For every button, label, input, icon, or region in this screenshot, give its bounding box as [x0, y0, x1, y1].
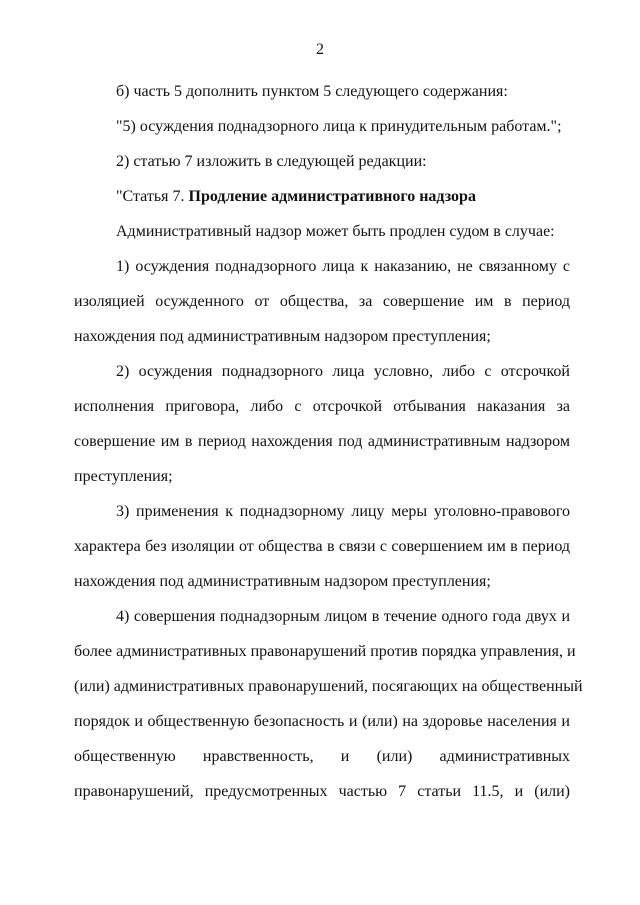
list-item-2 [74, 354, 570, 494]
list-item-4 [74, 599, 583, 809]
list-item-4-line: 4) совершения поднадзорным лицом в течение одного года двух и [116, 608, 570, 625]
list-item-1-line: 1) осуждения поднадзорного лица к наказанию, не связанному с [116, 258, 570, 275]
list-item-2-line: преступления; [74, 468, 173, 485]
article-7-heading [74, 179, 570, 214]
paragraph-new-point5: "5) осуждения поднадзорного лица к принудительным работам."; [116, 118, 562, 135]
list-item-4-line: (или) административных правонарушений, посягающих на общественный [74, 678, 583, 695]
list-item-2-line: исполнения приговора, либо с отсрочкой отбывания наказания за [74, 398, 570, 415]
article-7-title: Продление административного надзора [188, 188, 476, 205]
paragraph-extension-intro: Административный надзор может быть продлен судом в случае: [116, 223, 555, 240]
list-item-4-line: более административных правонарушений против порядка управления, и [74, 643, 576, 660]
list-item-3 [74, 494, 570, 599]
paragraph-article7-instruction: 2) статью 7 изложить в следующей редакции: [116, 153, 427, 170]
paragraph-part5-amendment: б) часть 5 дополнить пунктом 5 следующего содержания: [116, 83, 508, 100]
article-7-prefix: "Статья 7. [116, 188, 189, 205]
list-item-2-line: совершение им в период нахождения под административным надзором [74, 433, 570, 450]
list-item-4-line: порядок и общественную безопасность и (или) на здоровье населения и [74, 713, 570, 730]
list-item-1 [74, 249, 570, 354]
list-item-2-line: 2) осуждения поднадзорного лица условно, либо с отсрочкой [116, 363, 570, 380]
list-item-3-line: характера без изоляции от общества в связи с совершением им в период [74, 538, 570, 555]
list-item-4-line: общественную нравственность, и (или) административных [74, 748, 570, 765]
page-number: 2 [316, 41, 324, 58]
list-item-1-line: нахождения под административным надзором преступления; [74, 328, 491, 345]
list-item-3-line: нахождения под административным надзором преступления; [74, 573, 491, 590]
list-item-3-line: 3) применения к поднадзорному лицу меры уголовно-правового [116, 503, 570, 520]
list-item-4-line: правонарушений, предусмотренных частью 7 статьи 11.5, и (или) [74, 783, 570, 800]
document-body [74, 74, 583, 809]
list-item-1-line: изоляцией осужденного от общества, за совершение им в период [74, 293, 570, 310]
